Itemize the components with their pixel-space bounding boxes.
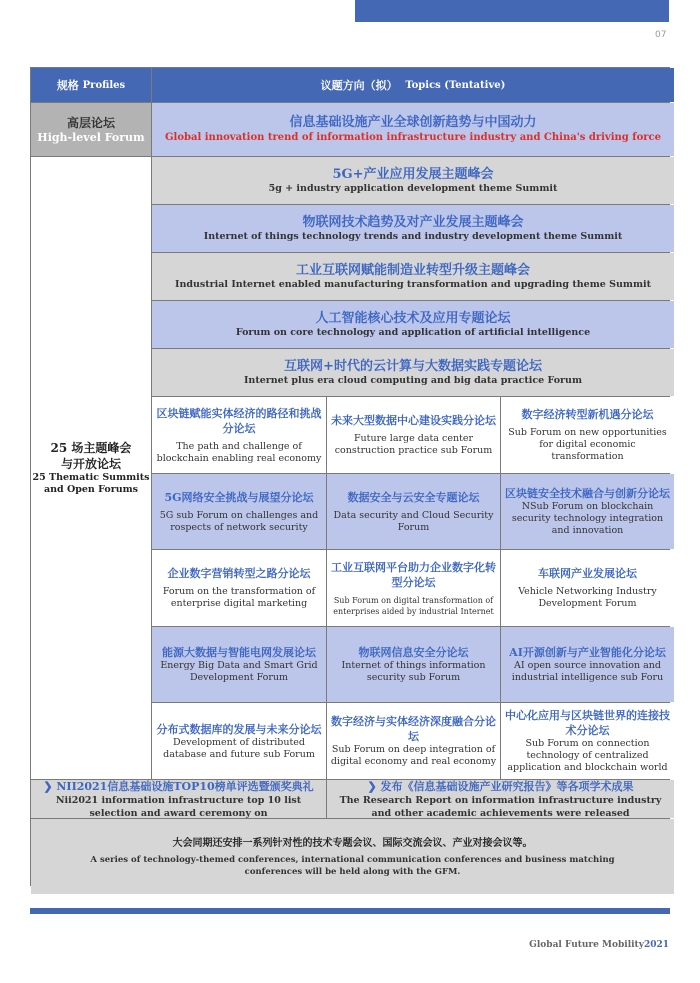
summit-title-zh: 物联网技术趋势及对产业发展主题峰会 [302,214,524,230]
forum-title-en: AI open source innovation and industrial intelligence sub Foru [511,660,664,683]
forum-title-zh: 数据安全与云安全专题论坛 [347,490,480,504]
high-level-topic [152,103,674,156]
forum-title-zh: 车联网产业发展论坛 [538,567,637,580]
thematic-profile-en-2: and Open Forums [43,484,139,495]
forum-title-en: Future large data center construction practice sub Forum [334,433,493,456]
report-title-en: The Research Report on information infrastructure industry and other academic achievements were released [339,794,662,818]
summit-title-zh: 工业互联网赋能制造业转型升级主题峰会 [295,262,530,278]
forum-title-en: NSub Forum on blockchain security technology integration and innovation [511,501,664,536]
forum-title-en: 5G sub Forum on challenges and rospects of network security [159,509,319,533]
header-topics-en: Topics (Tentative) [405,79,506,91]
forum-title-zh: 物联网信息安全分论坛 [358,646,469,659]
forum-cell [327,703,500,779]
summit-title-zh: 人工智能核心技术及应用专题论坛 [315,310,511,326]
footer-year: 2021 [643,940,669,950]
forum-cell [501,550,674,626]
thematic-profile [31,157,151,779]
forum-title-zh: 数字经济与实体经济深度融合分论坛 [331,715,496,743]
summit-title-en: Forum on core technology and application of artificial intelligence [235,326,591,338]
high-level-profile-en: High-level Forum [37,130,145,144]
forum-title-zh: 中心化应用与区块链世界的连接技术分论坛 [505,709,670,737]
forum-cell [152,474,326,549]
forum-cell [152,550,326,626]
forum-title-zh: 区块链安全技术融合与创新分论坛 [505,487,670,500]
summit-industrial-internet [152,253,674,300]
forum-cell [327,474,500,549]
forum-title-en: Energy Big Data and Smart Grid Development Forum [160,660,318,683]
chevron-right-icon: ❯ [367,780,377,793]
note-zh: 大会同期还安排一系列针对性的技术专题会议、国际交流会议、产业对接会议等。 [172,837,533,849]
forum-title-zh: 分布式数据库的发展与未来分论坛 [156,722,322,736]
summit-title-en: 5g + industry application development theme Summit [268,182,558,194]
thematic-profile-zh-1: 25 场主题峰会 [50,441,132,455]
research-report [327,780,674,818]
forum-cell [152,397,326,473]
forum-title-zh: AI开源创新与产业智能化分论坛 [509,646,666,659]
forum-cell [501,397,674,473]
high-level-profile [31,103,151,156]
summit-title-en: Internet of things technology trends and industry development theme Summit [203,230,623,242]
award-ceremony [31,780,326,818]
forum-title-en: Forum on the transformation of enterprise digital marketing [162,586,316,609]
thematic-profile-zh-2: 与开放论坛 [60,457,121,471]
forum-title-zh: 未来大型数据中心建设实践分论坛 [331,414,496,427]
award-title-en: Nii2021 information infrastructure top 10 list selection and award ceremony on [55,794,302,818]
header-profiles [31,68,151,102]
forum-title-en: Sub Forum on deep integration of digital economy and real economy [330,744,497,767]
forum-cell [501,627,674,702]
forum-title-en: Sub Forum on new opportunities for digital economic transformation [508,427,667,462]
forum-title-en: Sub Forum on digital transformation of enterprises aided by industrial Internet [333,595,494,616]
forum-title-en: Data security and Cloud Security Forum [333,509,494,533]
header-topics-zh: 议题方向（拟） [320,79,398,92]
forum-title-zh: 区块链赋能实体经济的路径和挑战分论坛 [156,406,322,435]
summit-title-zh: 互联网+时代的云计算与大数据实践专题论坛 [284,358,542,374]
summit-iot [152,205,674,252]
footer-brand: Global Future Mobility [529,940,644,950]
high-level-topic-en: Global innovation trend of information infrastructure industry and China's driving force [165,132,661,143]
summit-title-en: Industrial Internet enabled manufacturing transformation and upgrading theme Summit [175,278,651,290]
forum-cell [152,627,326,702]
header-profiles-zh: 规格 [56,79,79,92]
award-title-zh: NII2021信息基础设施TOP10榜单评选暨颁奖典礼 [56,780,314,793]
forum-title-zh: 5G网络安全挑战与展望分论坛 [164,490,314,504]
forum-table [30,67,670,886]
note-en: A series of technology-themed conferences, international communication conferences and business matching conferences will be held along with the GFM. [90,854,615,877]
summit-title-zh: 5G+产业应用发展主题峰会 [332,166,494,182]
forum-title-en: The path and challenge of blockchain enabling real economy [156,440,322,464]
footer [529,940,669,950]
forum-cell [327,550,500,626]
forum-cell [327,627,500,702]
page-number: 07 [655,30,667,40]
forum-cell [501,474,674,549]
summit-ai [152,301,674,348]
forum-cell [327,397,500,473]
header-profiles-en: Profiles [82,79,126,91]
forum-cell [152,703,326,779]
thematic-profile-en-1: 25 Thematic Summits [32,472,150,483]
forum-title-en: Sub Forum on connection technology of centralized application and blockchain world [507,738,668,773]
summit-5g [152,157,674,204]
header-topics [152,68,674,102]
summit-cloud-bigdata [152,349,674,396]
forum-title-zh: 企业数字营销转型之路分论坛 [167,567,311,580]
forum-title-zh: 能源大数据与智能电网发展论坛 [162,646,316,659]
bottom-accent-bar [30,908,670,914]
high-level-profile-zh: 高层论坛 [66,115,115,130]
forum-title-zh: 数字经济转型新机遇分论坛 [521,408,654,421]
forum-title-en: Vehicle Networking Industry Development Forum [518,586,657,609]
forum-title-en: Internet of things information security sub Forum [341,660,486,683]
forum-cell [501,703,674,779]
top-accent-bar [355,0,669,22]
closing-note [31,819,674,894]
high-level-topic-zh: 信息基础设施产业全球创新趋势与中国动力 [289,115,537,130]
summit-title-en: Internet plus era cloud computing and big data practice Forum [243,374,583,386]
report-title-zh: 发布《信息基础设施产业研究报告》等各项学术成果 [380,780,634,793]
forum-title-zh: 工业互联网平台助力企业数字化转型分论坛 [331,560,496,589]
forum-title-en: Development of distributed database and future sub Forum [163,736,315,760]
chevron-right-icon: ❯ [43,780,53,793]
